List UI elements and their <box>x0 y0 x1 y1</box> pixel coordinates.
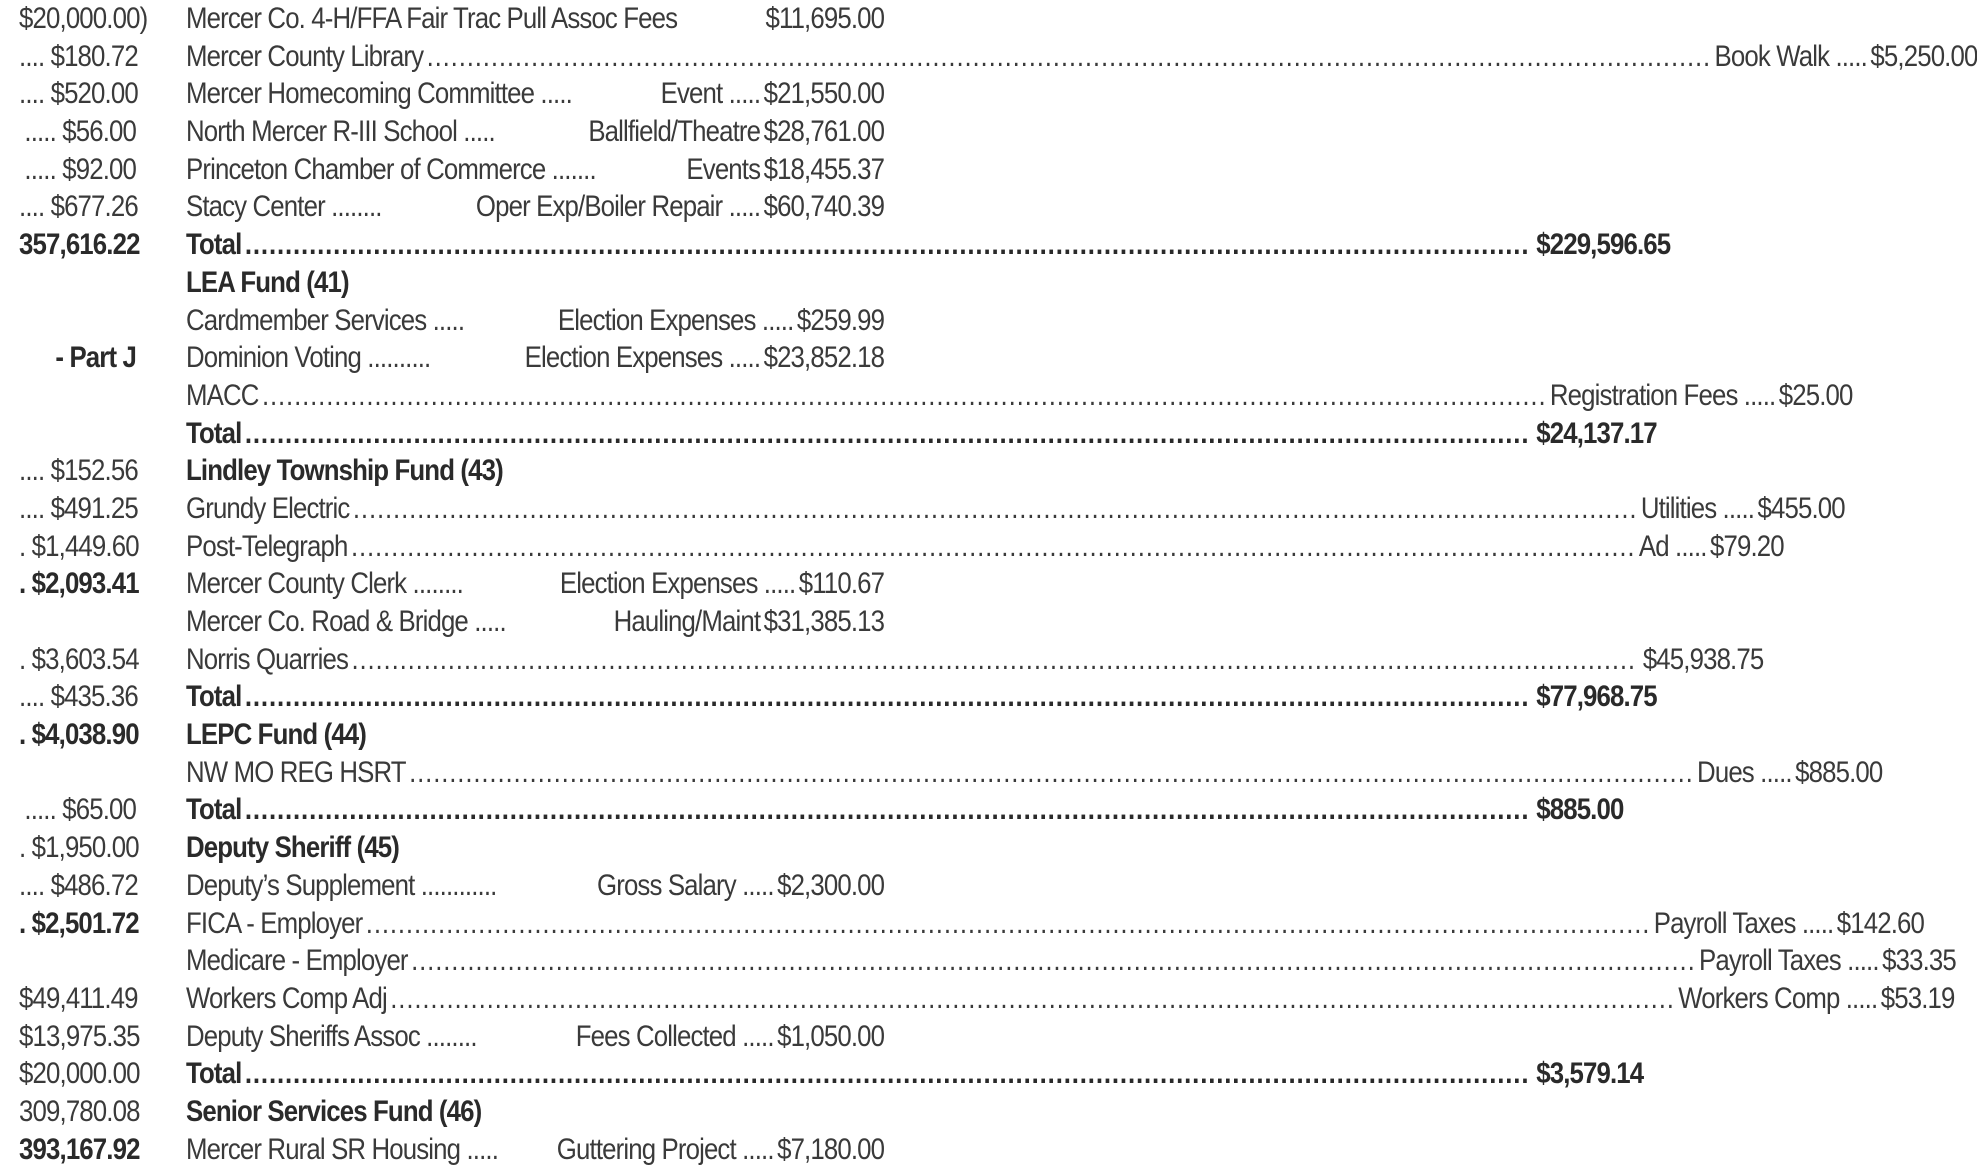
expense-row <box>186 942 1956 980</box>
fund-heading: LEA Fund (41) <box>186 265 349 299</box>
left-amount: 309,780.08 <box>19 1094 140 1128</box>
expense-amount: $33.35 <box>1882 944 1956 978</box>
left-amount <box>19 942 136 980</box>
expense-row <box>186 565 885 603</box>
left-total-amount: . $2,093.41 <box>19 567 139 601</box>
expense-category: Event ..... <box>660 77 761 111</box>
expense-amount: $11,695.00 <box>765 2 885 35</box>
payee-name: Medicare - Employer <box>186 944 408 978</box>
expense-amount: $2,300.00 <box>777 868 885 902</box>
left-amount <box>19 603 136 641</box>
fund-total-row <box>186 1055 1644 1093</box>
dot-leader <box>353 490 1637 528</box>
payee-name: Cardmember Services ..... <box>186 303 465 337</box>
expense-category: Payroll Taxes ..... <box>1653 906 1834 940</box>
expense-row <box>186 0 885 38</box>
dot-leader <box>245 226 1529 264</box>
total-amount: $24,137.17 <box>1536 416 1657 450</box>
expense-category: Election Expenses ..... <box>557 303 794 337</box>
payee-name: FICA - Employer <box>186 906 363 940</box>
expense-amount: $885.00 <box>1795 755 1883 789</box>
total-label: Total <box>186 680 242 714</box>
left-column-amounts <box>0 0 148 1168</box>
expense-category: Election Expenses ..... <box>559 567 796 601</box>
expense-category: Election Expenses ..... <box>524 341 761 375</box>
fund-heading: LEPC Fund (44) <box>186 718 367 752</box>
left-amount: ..... $56.00 <box>24 115 137 149</box>
fund-total-row <box>186 415 1657 453</box>
expense-row <box>186 113 885 151</box>
payee-name: NW MO REG HSRT <box>186 755 406 789</box>
expense-row <box>186 1018 885 1056</box>
payee-name: Grundy Electric <box>186 491 350 525</box>
left-amount <box>19 264 136 302</box>
dot-leader <box>245 678 1529 716</box>
payee-name: Workers Comp Adj <box>186 981 387 1015</box>
left-amount: .... $435.36 <box>19 680 138 714</box>
total-label: Total <box>186 416 242 450</box>
payee-name: North Mercer R-III School ..... <box>186 115 495 149</box>
left-amount: .... $180.72 <box>19 39 138 73</box>
expense-amount: $142.60 <box>1836 906 1925 940</box>
left-amount: . $1,449.60 <box>19 529 139 563</box>
left-amount <box>19 415 136 453</box>
payee-name: Deputy’s Supplement ............ <box>186 868 497 902</box>
left-amount: . $1,950.00 <box>19 831 139 865</box>
payee-name: Post-Telegraph <box>186 529 348 563</box>
expense-amount: $60,740.39 <box>763 190 885 224</box>
left-amount: .... $677.26 <box>19 190 138 224</box>
expense-category: Book Walk ..... <box>1714 39 1867 73</box>
payee-name: Mercer Rural SR Housing ..... <box>186 1132 499 1166</box>
left-amount <box>19 302 136 340</box>
expense-amount: $18,455.37 <box>763 152 885 186</box>
expense-row <box>186 188 885 226</box>
expense-category: Registration Fees ..... <box>1549 378 1776 412</box>
payee-name: Stacy Center ........ <box>186 190 382 224</box>
payee-name: Mercer Homecoming Committee ..... <box>186 77 572 111</box>
total-amount: $885.00 <box>1536 793 1624 827</box>
expense-row <box>186 905 1925 943</box>
expense-category: Dues ..... <box>1697 755 1792 789</box>
expense-row <box>186 302 885 340</box>
fund-heading: Senior Services Fund (46) <box>186 1094 482 1128</box>
left-amount: .... $520.00 <box>19 77 138 111</box>
total-label: Total <box>186 228 242 262</box>
left-amount <box>19 377 136 415</box>
expense-amount: $45,938.75 <box>1642 642 1764 676</box>
left-amount: $20,000.00) <box>19 2 148 35</box>
expense-row <box>186 151 885 189</box>
dot-leader <box>351 528 1635 566</box>
left-amount: .... $491.25 <box>19 491 138 525</box>
expense-category: Ballfield/Theatre <box>588 115 761 149</box>
left-amount: $49,411.49 <box>19 981 138 1015</box>
left-amount: . $3,603.54 <box>19 642 139 676</box>
expense-amount: $455.00 <box>1757 491 1845 525</box>
expense-category: Ad ..... <box>1638 529 1707 563</box>
left-total-amount: 393,167.92 <box>19 1132 140 1166</box>
expense-amount: $259.99 <box>796 303 885 337</box>
left-total-amount: - Part J <box>55 341 136 375</box>
left-total-amount: . $2,501.72 <box>19 906 139 940</box>
expense-category: Guttering Project ..... <box>556 1132 774 1166</box>
expense-amount: $21,550.00 <box>763 77 885 111</box>
expense-amount: $110.67 <box>798 567 885 601</box>
left-amount: ..... $92.00 <box>24 152 137 186</box>
expense-amount: $5,250.00 <box>1870 39 1977 73</box>
payee-name: Mercer Co. 4-H/FFA Fair Trac Pull Assoc Fees <box>186 2 678 35</box>
expense-amount: $23,852.18 <box>763 341 885 375</box>
left-total-amount: 357,616.22 <box>19 228 140 262</box>
expense-row <box>186 528 1784 566</box>
left-amount: ..... $65.00 <box>24 793 137 827</box>
fund-total-row <box>186 791 1624 829</box>
expense-row <box>186 339 885 377</box>
left-amount: .... $152.56 <box>19 454 138 488</box>
payee-name: MACC <box>186 378 259 412</box>
expense-amount: $7,180.00 <box>777 1132 885 1166</box>
total-label: Total <box>186 793 242 827</box>
fund-heading: Lindley Township Fund (43) <box>186 454 503 488</box>
left-amount: $20,000.00 <box>19 1057 140 1091</box>
payee-name: Mercer County Library <box>186 39 424 73</box>
dot-leader <box>262 377 1546 415</box>
expense-category: Gross Salary ..... <box>596 868 774 902</box>
fund-total-row <box>186 678 1657 716</box>
dot-leader <box>245 415 1529 453</box>
left-amount <box>19 754 136 792</box>
dot-leader <box>409 754 1693 792</box>
expense-row <box>186 754 1883 792</box>
expense-amount: $31,385.13 <box>763 605 885 638</box>
expense-category: Oper Exp/Boiler Repair ..... <box>475 190 761 224</box>
expense-category: Events <box>686 152 761 186</box>
expense-amount: $79.20 <box>1710 529 1784 563</box>
dot-leader <box>427 38 1711 76</box>
fund-total-row <box>186 226 1671 264</box>
dot-leader <box>351 641 1635 679</box>
payee-name: Norris Quarries <box>186 642 349 676</box>
payee-name: Princeton Chamber of Commerce ....... <box>186 152 596 186</box>
expense-row <box>186 867 885 905</box>
expense-row <box>186 490 1845 528</box>
left-amount: .... $486.72 <box>19 868 138 902</box>
expense-amount: $1,050.00 <box>777 1019 885 1053</box>
expense-row <box>186 377 1853 415</box>
fund-heading: Deputy Sheriff (45) <box>186 831 400 865</box>
expense-category: Fees Collected ..... <box>575 1019 774 1053</box>
expense-category: Utilities ..... <box>1640 491 1755 525</box>
expense-row <box>186 38 1977 76</box>
left-total-amount: . $4,038.90 <box>19 718 139 752</box>
expense-category: Workers Comp ..... <box>1678 981 1878 1015</box>
payee-name: Deputy Sheriffs Assoc ........ <box>186 1019 477 1053</box>
total-label: Total <box>186 1057 242 1091</box>
total-amount: $229,596.65 <box>1536 228 1671 262</box>
payee-name: Mercer County Clerk ........ <box>186 567 464 601</box>
total-amount: $77,968.75 <box>1536 680 1657 714</box>
dot-leader <box>245 791 1529 829</box>
expense-row <box>186 603 885 641</box>
payee-name: Dominion Voting .......... <box>186 341 431 375</box>
dot-leader <box>390 980 1674 1018</box>
dot-leader <box>411 942 1695 980</box>
expense-amount: $28,761.00 <box>763 115 885 149</box>
expense-category: Payroll Taxes ..... <box>1699 944 1879 978</box>
expense-amount: $25.00 <box>1778 378 1853 412</box>
dot-leader <box>366 905 1650 943</box>
expense-row <box>186 75 885 113</box>
expense-row <box>186 980 1955 1018</box>
payee-name: Mercer Co. Road & Bridge ..... <box>186 605 506 638</box>
dot-leader <box>245 1055 1529 1093</box>
expense-row <box>186 641 1764 679</box>
left-amount: $13,975.35 <box>19 1019 140 1053</box>
total-amount: $3,579.14 <box>1536 1057 1644 1091</box>
expense-amount: $53.19 <box>1880 981 1955 1015</box>
expense-row <box>186 1131 885 1168</box>
right-column-fund-listing <box>186 0 1977 1168</box>
expense-category: Hauling/Maint <box>613 605 761 638</box>
